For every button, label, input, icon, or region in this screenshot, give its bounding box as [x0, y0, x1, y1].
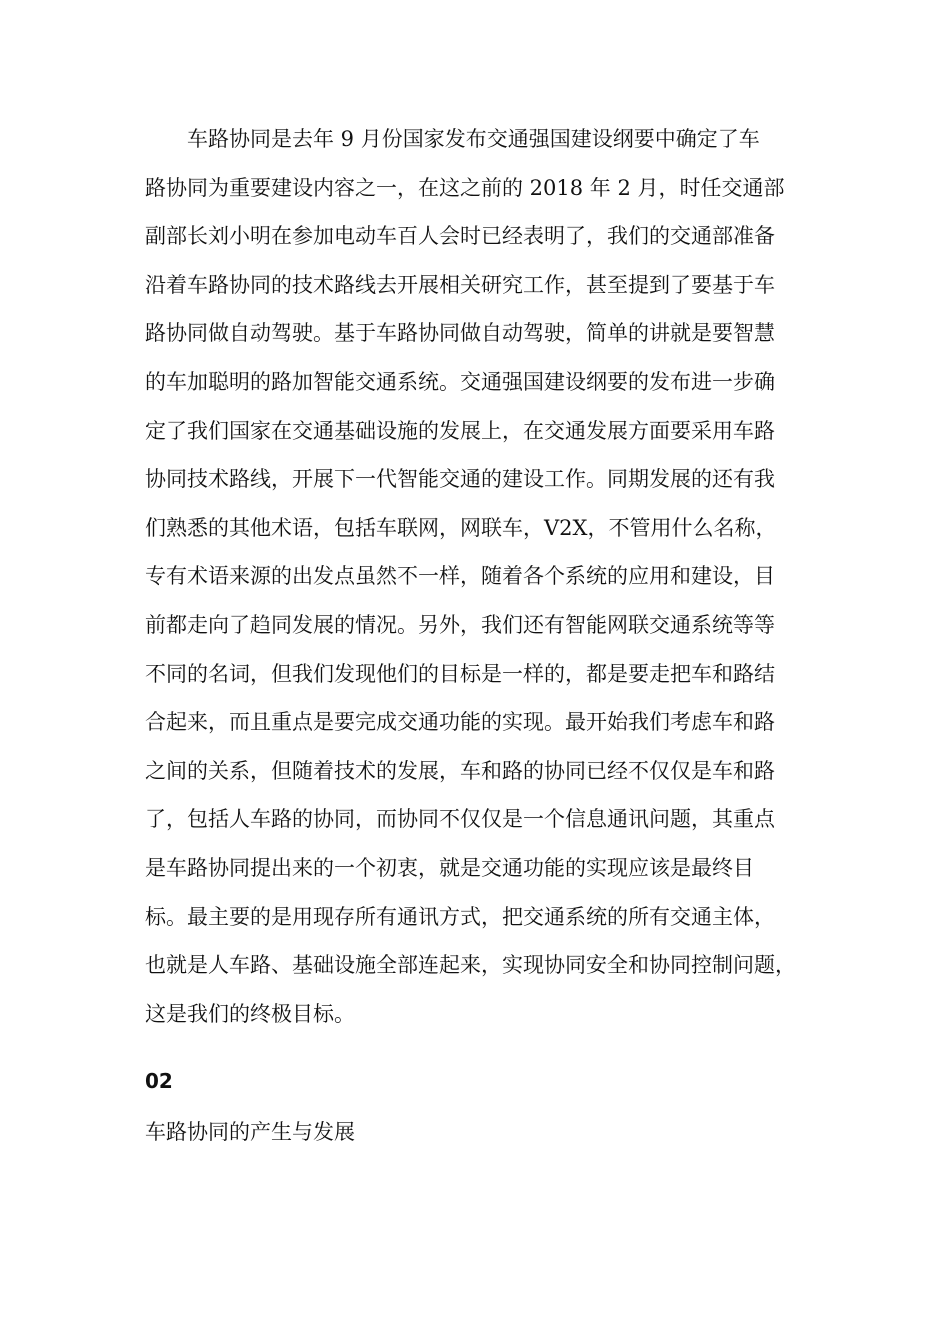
paragraph-line: 副部长刘小明在参加电动车百人会时已经表明了，我们的交通部准备 — [145, 224, 775, 249]
section-title: 车路协同的产生与发展 — [145, 1120, 355, 1144]
paragraph-line: 路协同为重要建设内容之一，在这之前的 2018 年 2 月，时任交通部 — [145, 175, 785, 200]
paragraph-line: 这是我们的终极目标。 — [145, 1001, 355, 1026]
paragraph-line: 车路协同是去年 9 月份国家发布交通强国建设纲要中确定了车 — [187, 127, 760, 151]
paragraph-line: 了，包括人车路的协同，而协同不仅仅是一个信息通讯问题，其重点 — [145, 807, 775, 832]
paragraph-line: 协同技术路线，开展下一代智能交通的建设工作。同期发展的还有我 — [145, 467, 775, 492]
paragraph-line: 们熟悉的其他术语，包括车联网，网联车，V2X，不管用什么名称， — [145, 515, 777, 540]
paragraph-line: 是车路协同提出来的一个初衷，就是交通功能的实现应该是最终目 — [145, 855, 754, 880]
paragraph-line: 专有术语来源的出发点虽然不一样，随着各个系统的应用和建设，目 — [145, 564, 775, 589]
paragraph-line: 之间的关系，但随着技术的发展，车和路的协同已经不仅仅是车和路 — [145, 758, 775, 783]
section-number: 02 — [145, 1069, 173, 1093]
paragraph-line: 前都走向了趋同发展的情况。另外，我们还有智能网联交通系统等等 — [145, 612, 775, 637]
paragraph-line: 也就是人车路、基础设施全部连起来，实现协同安全和协同控制问题， — [145, 953, 796, 978]
paragraph-line: 的车加聪明的路加智能交通系统。交通强国建设纲要的发布进一步确 — [145, 369, 775, 394]
paragraph-line: 合起来，而且重点是要完成交通功能的实现。最开始我们考虑车和路 — [145, 710, 775, 735]
paragraph-line: 标。最主要的是用现存所有通讯方式，把交通系统的所有交通主体， — [145, 904, 775, 929]
body-paragraph — [145, 115, 805, 1038]
paragraph-line: 沿着车路协同的技术路线去开展相关研究工作，甚至提到了要基于车 — [145, 272, 775, 297]
paragraph-line: 定了我们国家在交通基础设施的发展上，在交通发展方面要采用车路 — [145, 418, 775, 443]
paragraph-line: 不同的名词，但我们发现他们的目标是一样的，都是要走把车和路结 — [145, 661, 775, 686]
paragraph-line: 路协同做自动驾驶。基于车路协同做自动驾驶，简单的讲就是要智慧 — [145, 321, 775, 346]
